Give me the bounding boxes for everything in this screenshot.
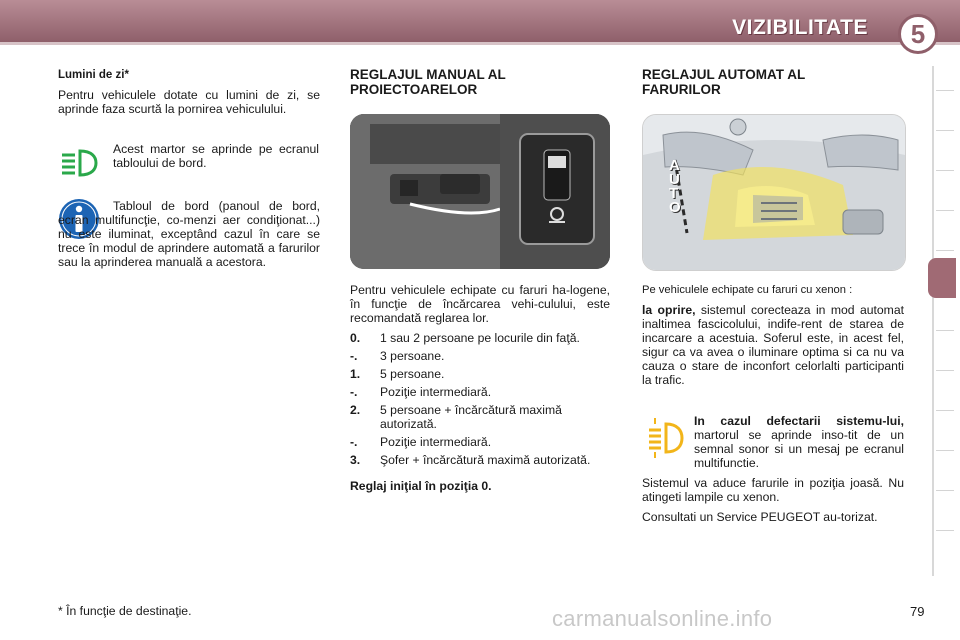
info-note bbox=[58, 199, 320, 275]
list-item: 2. 5 persoane + încărcătură maximă autorizată. bbox=[350, 403, 562, 431]
fault-note bbox=[642, 414, 904, 530]
chapter-tab[interactable] bbox=[936, 210, 954, 211]
list-item: 0. 1 sau 2 persoane pe locurile din faţă. bbox=[350, 331, 580, 345]
list-item: -. 3 persoane. bbox=[350, 349, 445, 363]
page-title: VIZIBILITATE bbox=[732, 16, 868, 39]
list-item: -. Poziţie intermediară. bbox=[350, 435, 492, 449]
chapter-tab[interactable] bbox=[936, 530, 954, 531]
chapter-tab[interactable] bbox=[936, 450, 954, 451]
watermark: carmanualsonline.info bbox=[552, 606, 773, 631]
auto-adjust-title-line2: FARURILOR bbox=[642, 82, 721, 97]
middle-column bbox=[350, 67, 610, 97]
manual-adjust-title-line2: PROIECTOARELOR bbox=[350, 82, 478, 97]
left-column bbox=[58, 68, 320, 122]
initial-setting: Reglaj iniţial în poziţia 0. bbox=[350, 479, 492, 493]
info-text: Tabloul de bord (panoul de bord, ecran multifuncţie, co-menzi aer condiţionat...) nu este iluminat, exceptând cazul în care se trece în modul de aprindere automată a farurilor sau la aprinderea manuală a acestora. bbox=[58, 199, 320, 269]
chapter-tab[interactable] bbox=[936, 490, 954, 491]
chapter-tab[interactable] bbox=[936, 170, 954, 171]
fault-bold: In cazul defectarii sistemu-lui, bbox=[694, 414, 904, 428]
chapter-tab[interactable] bbox=[936, 250, 954, 251]
load-positions-list bbox=[350, 331, 610, 467]
list-item: -. Poziţie intermediară. bbox=[350, 385, 492, 399]
list-item: 1. 5 persoane. bbox=[350, 367, 445, 381]
manual-adjust-text bbox=[350, 283, 610, 499]
chapter-tab[interactable] bbox=[936, 90, 954, 91]
footnote: * În funcţie de destinaţie. bbox=[58, 604, 192, 618]
stop-paragraph bbox=[642, 303, 904, 387]
manual-adjust-intro: Pentru vehiculele echipate cu faruri ha-logene, în funcţie de încărcarea vehi-culului, este recomandată reglarea lor. bbox=[350, 283, 610, 325]
chapter-tab[interactable] bbox=[936, 330, 954, 331]
chapter-tab[interactable] bbox=[936, 370, 954, 371]
chapter-number: 5 bbox=[898, 14, 938, 54]
auto-adjust-title-line1: REGLAJUL AUTOMAT AL bbox=[642, 67, 806, 82]
chapter-tab[interactable] bbox=[936, 130, 954, 131]
list-item: 3. Şofer + încărcătură maximă autorizată. bbox=[350, 453, 591, 467]
auto-adjust-intro: Pe vehiculele echipate cu faruri cu xenon : bbox=[642, 284, 853, 296]
active-chapter-tab[interactable] bbox=[928, 258, 956, 298]
page-number: 79 bbox=[910, 604, 925, 619]
fault-paragraph bbox=[642, 414, 904, 470]
auto-adjust-text bbox=[642, 283, 904, 393]
headlamp-adjust-photo bbox=[350, 114, 610, 269]
manual-adjust-title-line1: REGLAJUL MANUAL AL bbox=[350, 67, 506, 82]
chapter-tab[interactable] bbox=[936, 410, 954, 411]
daytime-lights-intro: Pentru vehiculele dotate cu lumini de zi, se aprinde faza scurtă la pornirea vehiculului. bbox=[58, 88, 320, 116]
chapter-tabs bbox=[932, 66, 954, 576]
fault-text: martorul se aprinde inso-tit de un semnal sonor si un mesaj pe ecranul multifunctie. bbox=[694, 428, 904, 470]
stop-text: sistemul corecteaza in mod automat inaltimea fascicolului, indife-rent de starea de incarcare a acestuia. Soferul este, in acest fel, sigur ca va avea o iluminare optima si ca nu va cauza o stare de inconfort celorlalti participanti la trafic. bbox=[642, 303, 904, 387]
header-divider bbox=[0, 42, 960, 45]
indicator-note bbox=[113, 142, 319, 176]
xenon-headlamp-photo bbox=[642, 114, 906, 271]
auto-label: AUTO bbox=[669, 157, 681, 216]
indicator-text: Acest martor se aprinde pe ecranul tabloului de bord. bbox=[113, 142, 319, 170]
low-position-text: Sistemul va aduce farurile in poziţia joasă. Nu atingeti lampile cu xenon. bbox=[642, 476, 904, 504]
daytime-light-icon bbox=[58, 146, 102, 180]
service-text: Consultati un Service PEUGEOT au-torizat. bbox=[642, 510, 878, 524]
stop-bold: la oprire, bbox=[642, 303, 696, 317]
right-column bbox=[642, 67, 904, 97]
daytime-lights-heading: Lumini de zi* bbox=[58, 69, 129, 81]
